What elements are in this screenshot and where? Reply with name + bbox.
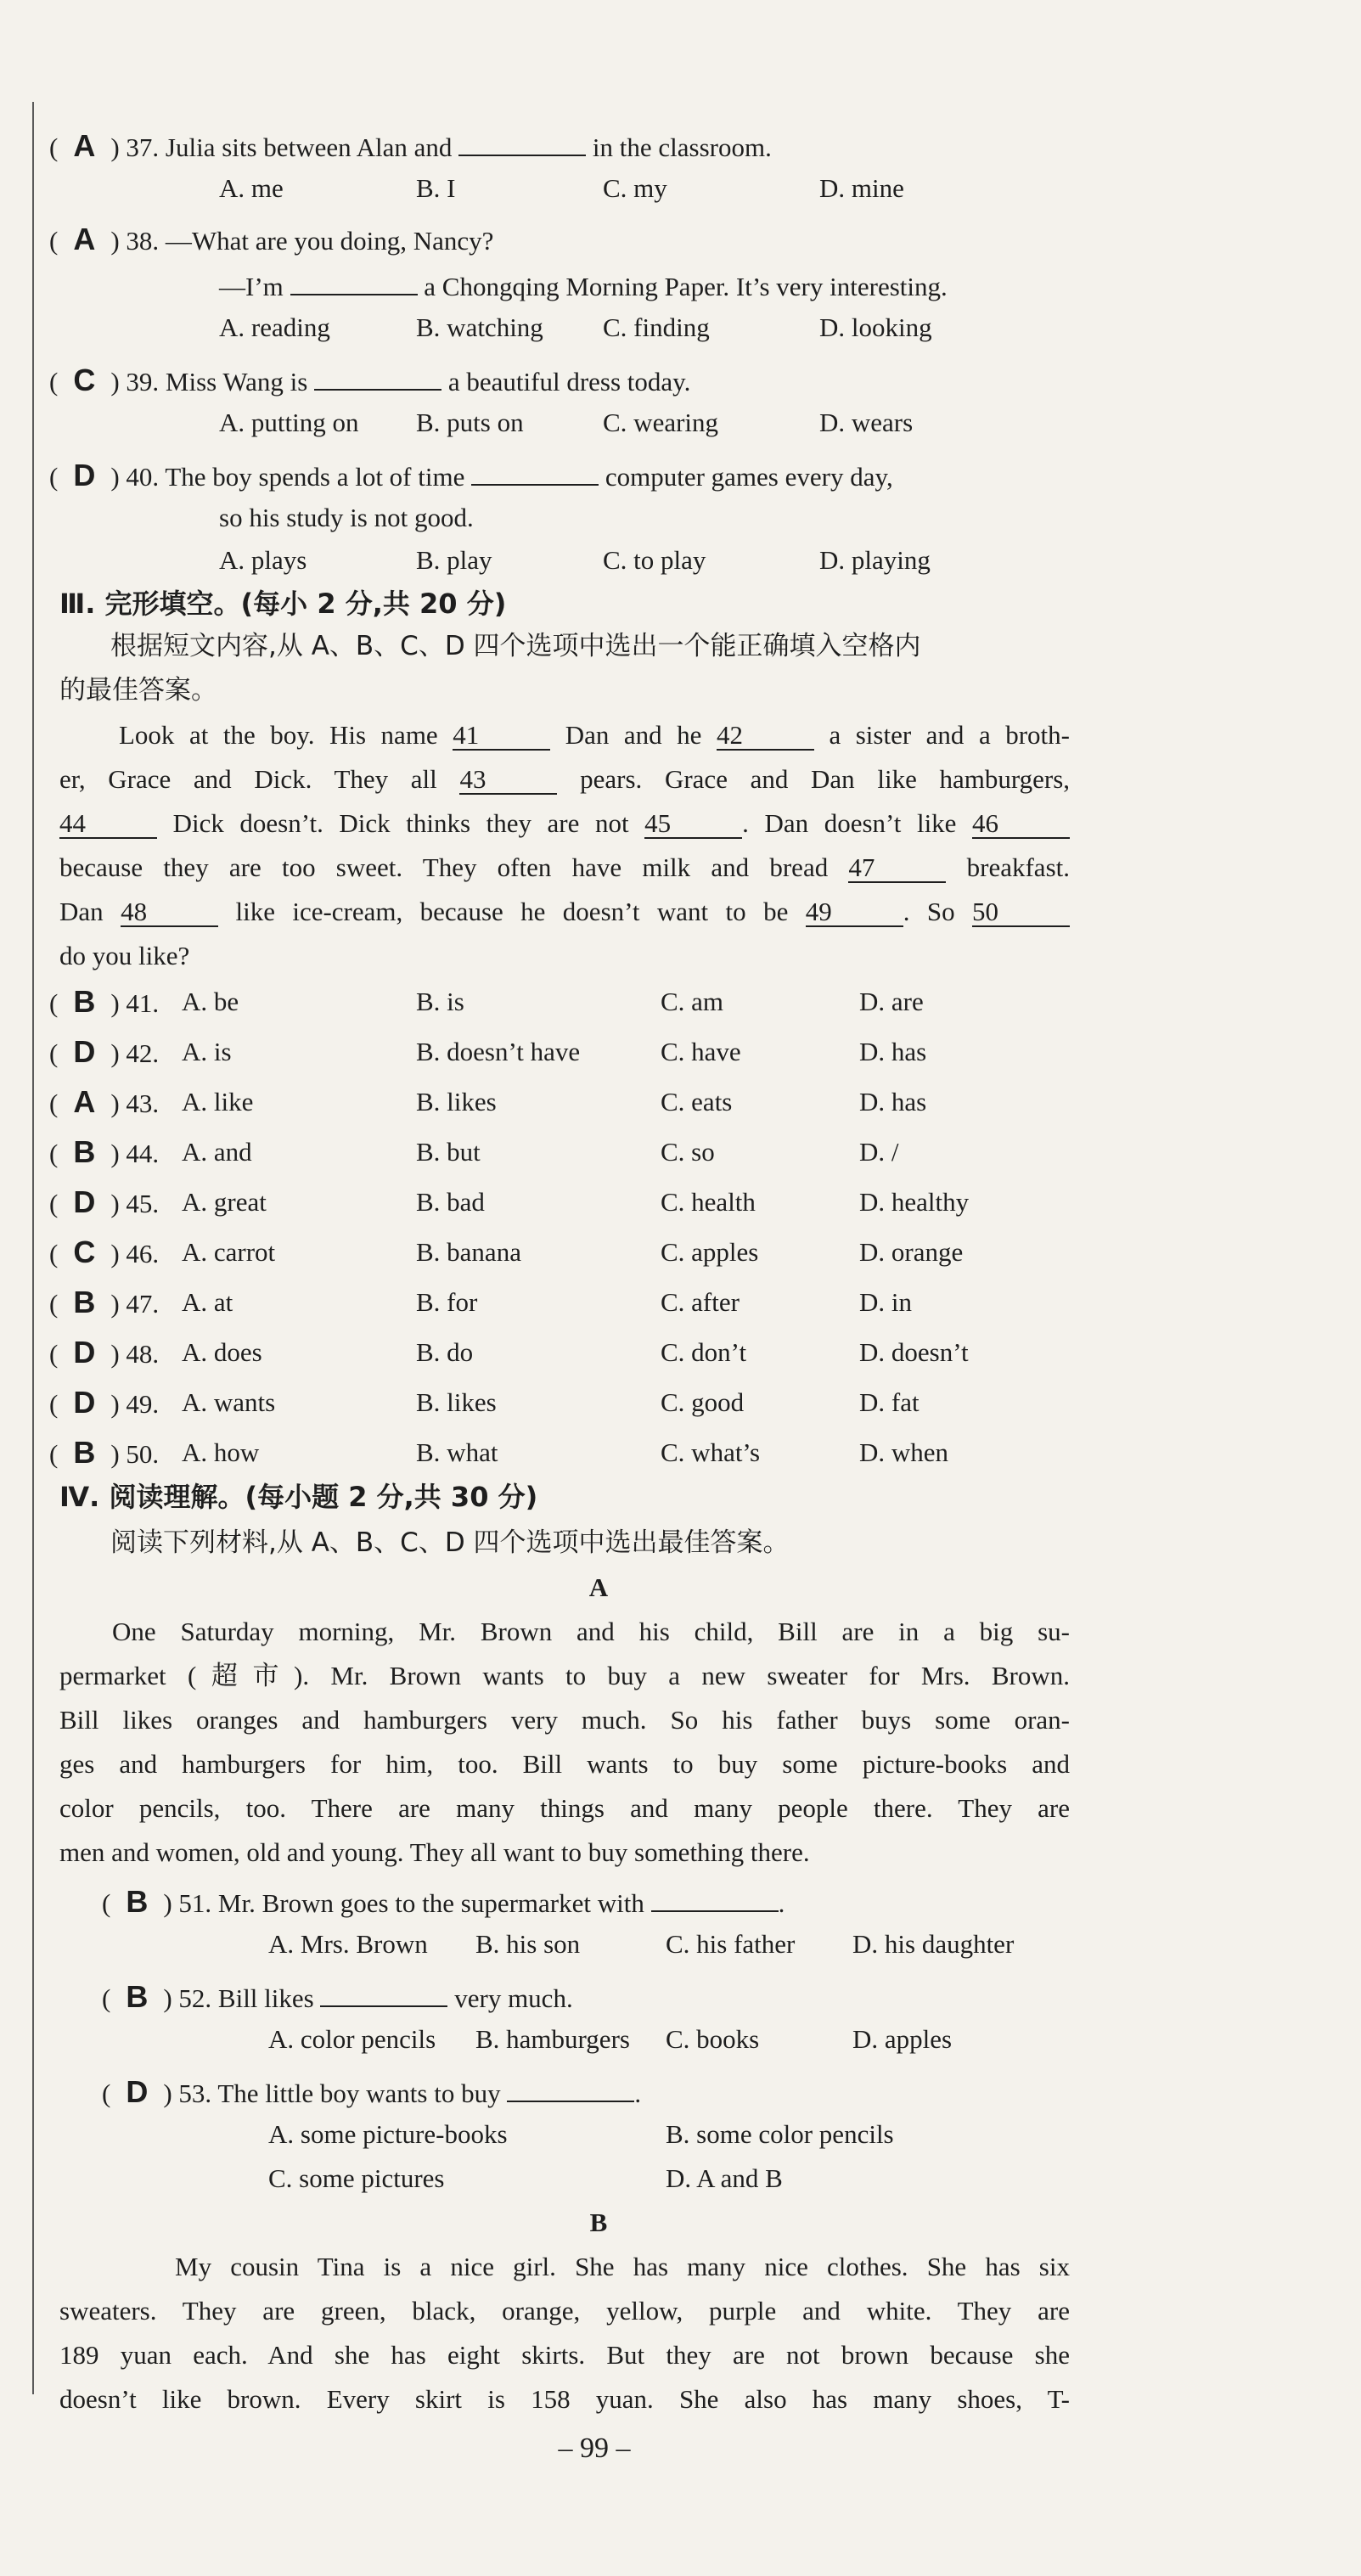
option: D. are <box>859 987 924 1016</box>
option: C. am <box>661 987 724 1016</box>
answer-42: D <box>73 1034 96 1069</box>
blank-49: 49 <box>806 898 903 927</box>
answer-37: A <box>73 128 96 163</box>
option: C. what’s <box>661 1437 761 1467</box>
passage-b-line: doesn’t like brown. Every skirt is 158 yuan. She also has many shoes, T- <box>59 2384 1070 2414</box>
question-39: ( C ) 39. Miss Wang is a beautiful dress today. <box>49 363 691 397</box>
option: D. healthy <box>859 1187 970 1217</box>
option: C. to play <box>603 545 706 575</box>
blank-40 <box>471 457 599 486</box>
cloze-question-46: ( C ) 46. <box>49 1235 160 1269</box>
blank-38 <box>290 267 418 295</box>
question-38-line2: —I’m a Chongqing Morning Paper. It’s very interesting. <box>219 267 948 304</box>
blank-44: 44 <box>59 810 157 839</box>
passage-b-line: My cousin Tina is a nice girl. She has many nice clothes. She has six <box>175 2252 1070 2281</box>
option: D. his daughter <box>852 1929 1015 1959</box>
cloze-question-41: ( B ) 41. <box>49 984 160 1019</box>
question-38: ( A ) 38. —What are you doing, Nancy? <box>49 222 494 256</box>
passage-b-line: 189 yuan each. And she has eight skirts. But they are not brown because she <box>59 2340 1070 2370</box>
option: B. banana <box>416 1237 521 1267</box>
option: C. so <box>661 1137 715 1167</box>
option: D. when <box>859 1437 949 1467</box>
option: C. wearing <box>603 408 719 437</box>
option: C. apples <box>661 1237 759 1267</box>
option: A. putting on <box>219 408 359 437</box>
cloze-line: do you like? <box>59 941 190 970</box>
option: A. is <box>182 1037 232 1066</box>
option: A. great <box>182 1187 267 1217</box>
cloze-question-49: ( D ) 49. <box>49 1385 160 1420</box>
passage-b-line: sweaters. They are green, black, orange, yellow, purple and white. They are <box>59 2296 1070 2326</box>
page-number: – 99 – <box>558 2433 631 2464</box>
option: A. at <box>182 1287 233 1317</box>
cloze-question-44: ( B ) 44. <box>49 1134 160 1169</box>
option: A. me <box>219 173 284 203</box>
blank-46: 46 <box>972 810 1070 839</box>
option: C. books <box>666 2024 760 2054</box>
option: A. wants <box>182 1387 276 1417</box>
cloze-line: 44 Dick doesn’t. Dick thinks they are not 45 . Dan doesn’t like 46 <box>59 807 1070 841</box>
passage-a-heading: A <box>588 1572 609 1602</box>
option: D. fat <box>859 1387 920 1417</box>
answer-51: B <box>126 1884 149 1919</box>
question-40-line2: so his study is not good. <box>219 503 474 532</box>
option: B. is <box>416 987 464 1016</box>
option: B. doesn’t have <box>416 1037 581 1066</box>
cloze-question-45: ( D ) 45. <box>49 1184 160 1219</box>
passage-a-line: One Saturday morning, Mr. Brown and his child, Bill are in a big su- <box>112 1617 1070 1646</box>
answer-49: D <box>73 1385 96 1420</box>
option: D. apples <box>852 2024 953 2054</box>
blank-37 <box>458 127 586 156</box>
passage-b-heading: B <box>589 2208 608 2237</box>
option: A. and <box>182 1137 252 1167</box>
answer-47: B <box>73 1285 96 1319</box>
option: A. Mrs. Brown <box>268 1929 428 1959</box>
option: B. some color pencils <box>666 2119 894 2149</box>
option: C. eats <box>661 1087 733 1116</box>
answer-50: B <box>73 1435 96 1470</box>
blank-42: 42 <box>717 722 814 751</box>
option: A. how <box>182 1437 260 1467</box>
section-3-instructions: 根据短文内容,从 A、B、C、D 四个选项中选出一个能正确填入空格内 <box>110 631 921 661</box>
cloze-line: er, Grace and Dick. They all 43 pears. Grace and Dan like hamburgers, <box>59 764 1071 794</box>
option: D. in <box>859 1287 912 1317</box>
option: D. mine <box>819 173 904 203</box>
option: C. have <box>661 1037 741 1066</box>
option: D. wears <box>819 408 914 437</box>
answer-46: C <box>73 1235 96 1269</box>
option: C. good <box>661 1387 745 1417</box>
option: A. reading <box>219 312 330 342</box>
answer-41: B <box>73 984 96 1019</box>
answer-45: D <box>73 1184 96 1219</box>
section-4-title: Ⅳ. 阅读理解。(每小题 2 分,共 30 分) <box>59 1481 538 1513</box>
passage-a-line: men and women, old and young. They all want to buy something there. <box>59 1837 810 1867</box>
option: A. like <box>182 1087 254 1116</box>
option: D. playing <box>819 545 931 575</box>
option: B. puts on <box>416 408 524 437</box>
option: A. does <box>182 1337 262 1367</box>
answer-44: B <box>73 1134 96 1169</box>
cloze-question-47: ( B ) 47. <box>49 1285 160 1319</box>
blank-45: 45 <box>644 810 742 839</box>
option: B. what <box>416 1437 498 1467</box>
cloze-line: Dan 48 like ice-cream, because he doesn’t want to be 49 . So 50 <box>59 895 1070 929</box>
answer-39: C <box>73 363 96 397</box>
option: A. color pencils <box>268 2024 436 2054</box>
option: C. his father <box>666 1929 796 1959</box>
option: A. some picture-books <box>268 2119 508 2149</box>
question-52: ( B ) 52. Bill likes very much. <box>102 1979 573 2014</box>
question-53: ( D ) 53. The little boy wants to buy . <box>102 2074 642 2109</box>
blank-41: 41 <box>453 722 550 751</box>
cloze-line: Look at the boy. His name 41 Dan and he 42 a sister and a broth- <box>119 720 1070 750</box>
option: D. orange <box>859 1237 964 1267</box>
section-3-title: Ⅲ. 完形填空。(每小 2 分,共 20 分) <box>59 588 507 620</box>
blank-43: 43 <box>459 766 557 795</box>
option: C. after <box>661 1287 740 1317</box>
option: B. do <box>416 1337 474 1367</box>
option: B. for <box>416 1287 478 1317</box>
option: B. I <box>416 173 456 203</box>
cloze-question-42: ( D ) 42. <box>49 1034 160 1069</box>
answer-40: D <box>73 458 96 492</box>
passage-a-line: Bill likes oranges and hamburgers very much. So his father buys some oran- <box>59 1705 1070 1735</box>
answer-52: B <box>126 1979 149 2014</box>
option: D. doesn’t <box>859 1337 969 1367</box>
option: C. my <box>603 173 667 203</box>
answer-43: A <box>73 1084 96 1119</box>
blank-50: 50 <box>972 898 1070 927</box>
option: A. be <box>182 987 239 1016</box>
option: D. has <box>859 1087 927 1116</box>
option: A. plays <box>219 545 307 575</box>
option: D. looking <box>819 312 932 342</box>
option: D. A and B <box>666 2163 783 2193</box>
passage-a-line: ges and hamburgers for him, too. Bill wants to buy some picture-books and <box>59 1749 1070 1779</box>
question-40: ( D ) 40. The boy spends a lot of time computer games every day, <box>49 458 893 492</box>
section-3-instructions-2: 的最佳答案。 <box>59 675 217 706</box>
passage-a-line: color pencils, too. There are many things and many people there. They are <box>59 1793 1070 1823</box>
option: B. bad <box>416 1187 485 1217</box>
option: C. health <box>661 1187 756 1217</box>
margin-rule <box>32 102 34 2394</box>
option: B. his son <box>475 1929 581 1959</box>
answer-53: D <box>126 2074 149 2109</box>
blank-47: 47 <box>848 854 946 883</box>
cloze-line: because they are too sweet. They often have milk and bread 47 breakfast. <box>59 852 1070 882</box>
option: C. don’t <box>661 1337 747 1367</box>
answer-38: A <box>73 222 96 256</box>
option: B. but <box>416 1137 481 1167</box>
option: C. some pictures <box>268 2163 445 2193</box>
passage-a-line: permarket (超市). Mr. Brown wants to buy a new sweater for Mrs. Brown. <box>59 1661 1070 1690</box>
cloze-question-50: ( B ) 50. <box>49 1435 160 1470</box>
option: D. has <box>859 1037 927 1066</box>
blank-39 <box>314 362 441 391</box>
question-37: ( A ) 37. Julia sits between Alan and in the classroom. <box>49 128 772 163</box>
option: B. play <box>416 545 492 575</box>
option: B. likes <box>416 1087 497 1116</box>
option: C. finding <box>603 312 710 342</box>
option: A. carrot <box>182 1237 276 1267</box>
option: B. hamburgers <box>475 2024 630 2054</box>
blank-48: 48 <box>121 898 218 927</box>
option: B. likes <box>416 1387 497 1417</box>
option: D. / <box>859 1137 899 1167</box>
question-51: ( B ) 51. Mr. Brown goes to the supermarket with . <box>102 1884 785 1919</box>
cloze-question-48: ( D ) 48. <box>49 1335 160 1370</box>
blank-52 <box>320 1978 447 2007</box>
answer-48: D <box>73 1335 96 1370</box>
blank-51 <box>651 1883 779 1912</box>
blank-53 <box>507 2073 634 2102</box>
option: B. watching <box>416 312 543 342</box>
section-4-instructions: 阅读下列材料,从 A、B、C、D 四个选项中选出最佳答案。 <box>110 1527 790 1558</box>
cloze-question-43: ( A ) 43. <box>49 1084 160 1119</box>
